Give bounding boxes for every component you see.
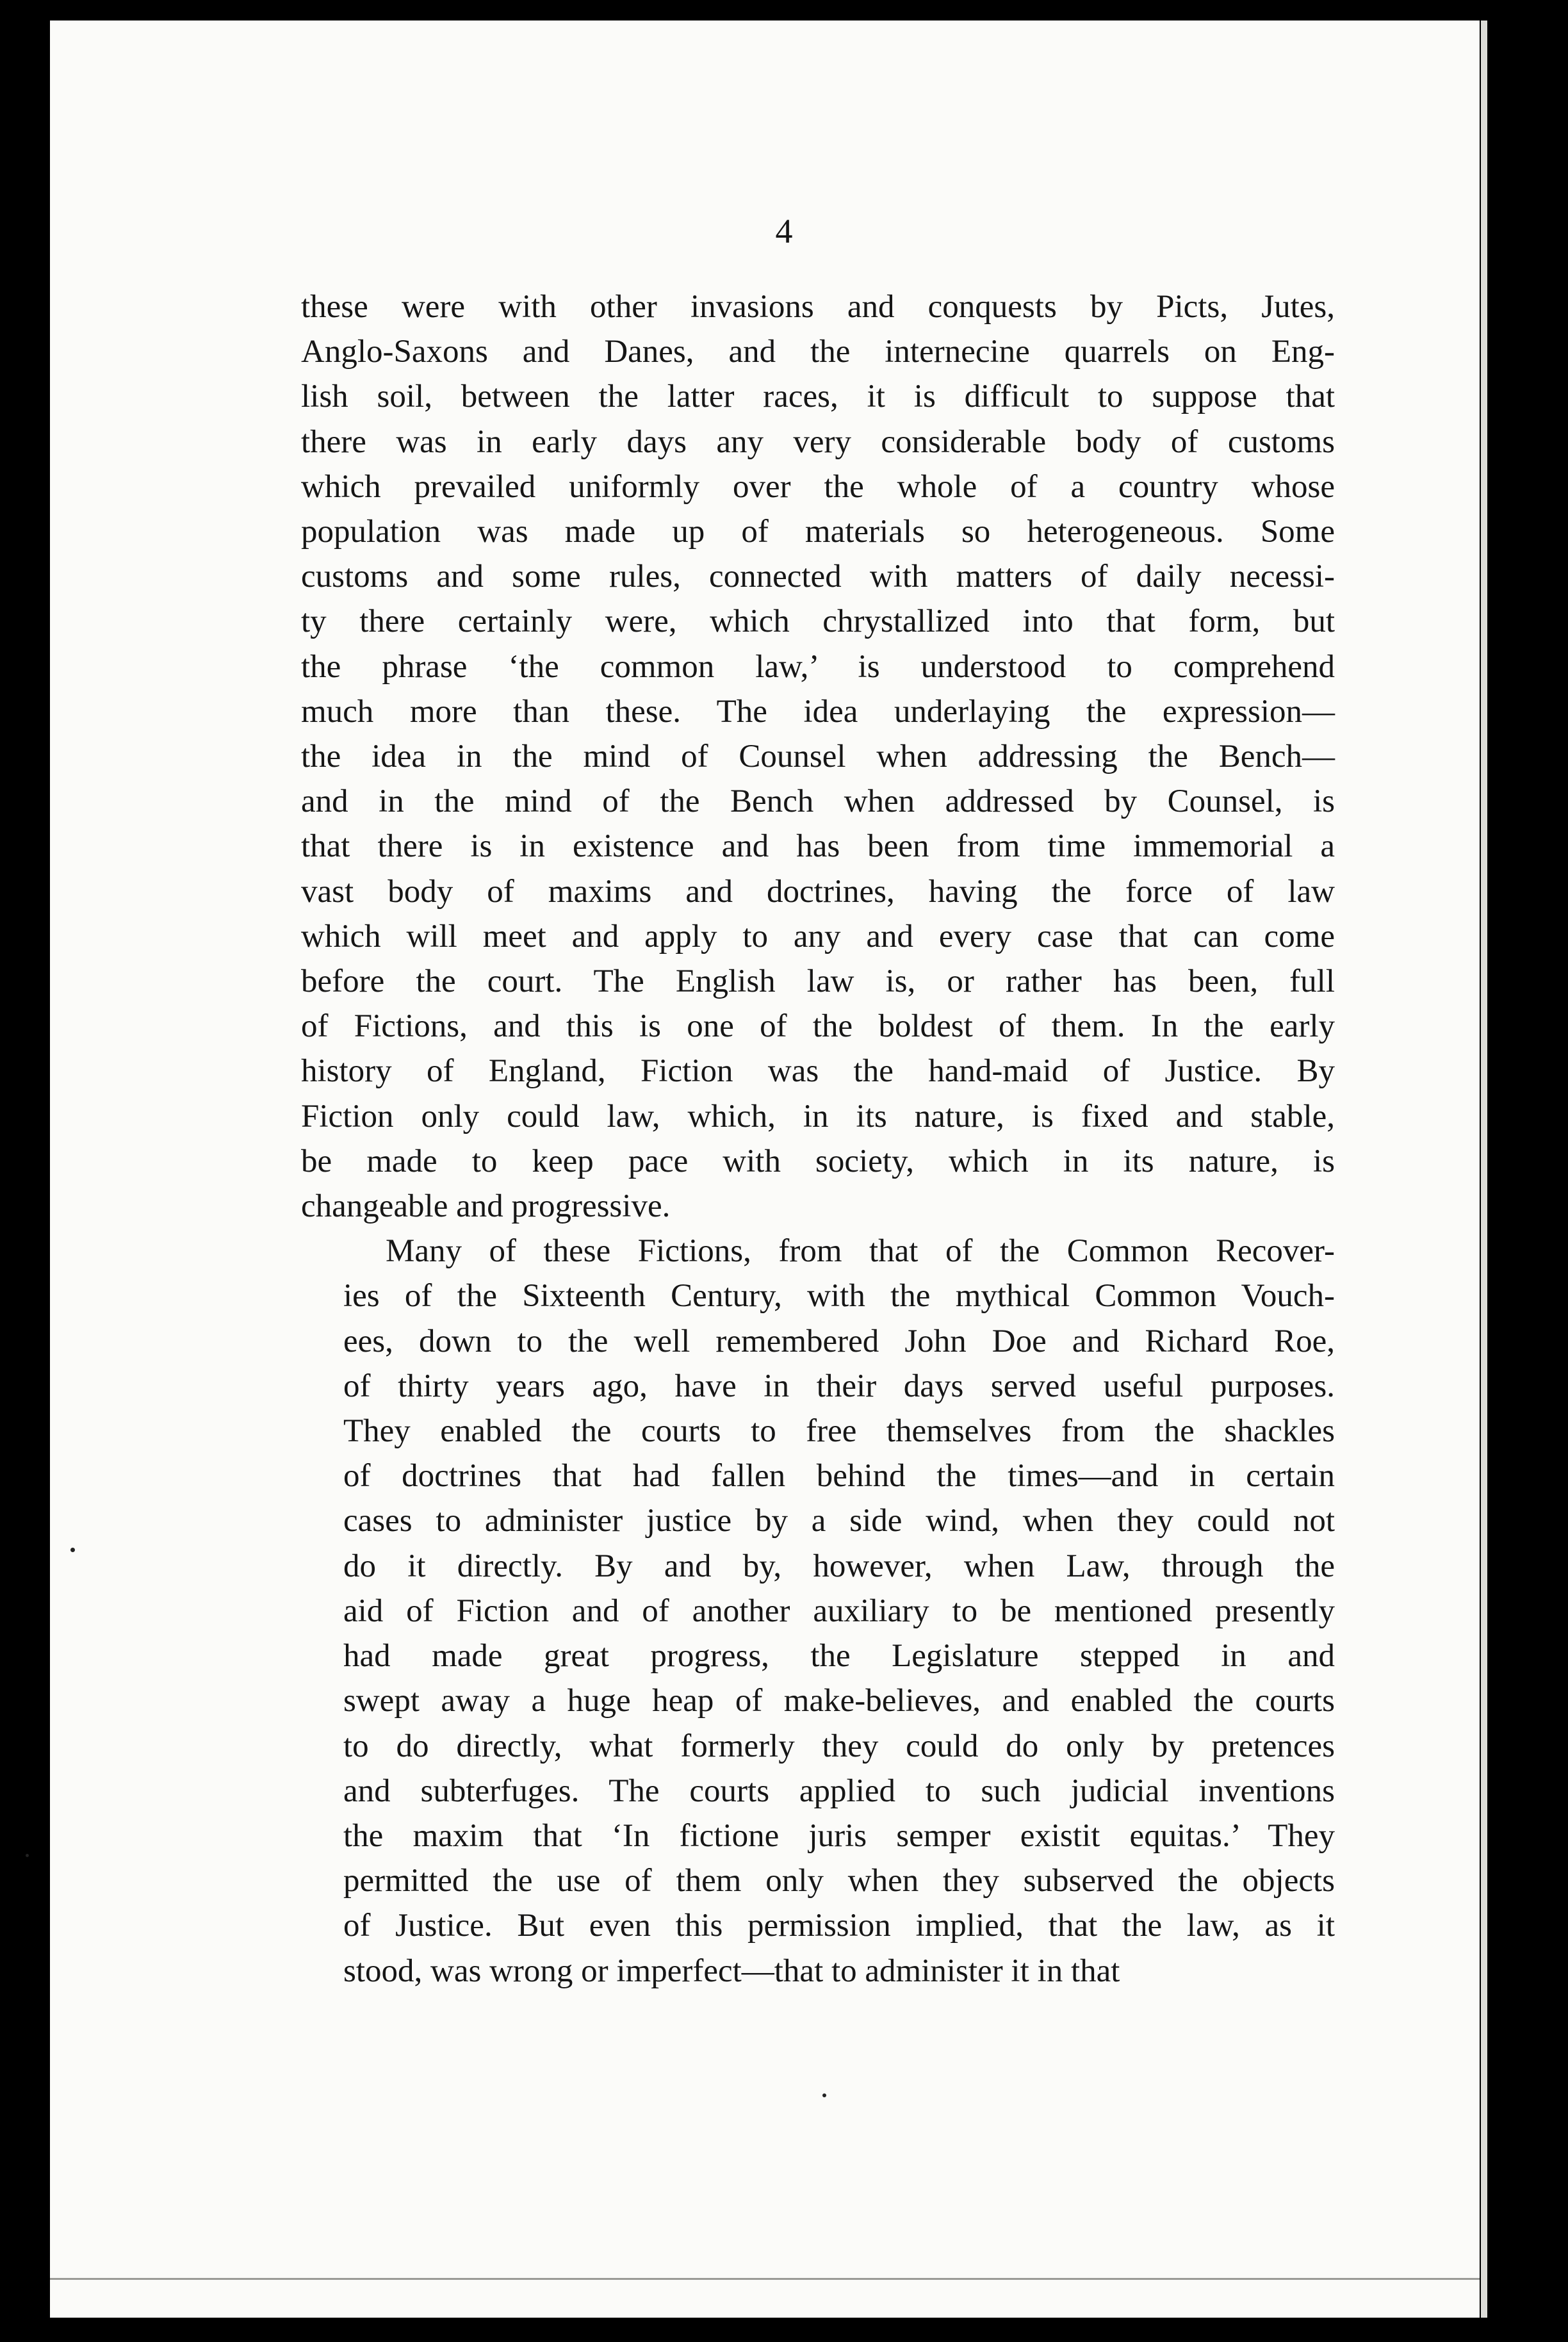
text-line: much more than these. The idea underlaying the expression— <box>301 693 1335 730</box>
text-line: of Fictions, and this is one of the boldest of them. In the early <box>301 1008 1335 1045</box>
text-line: customs and some rules, connected with matters of daily necessi- <box>301 559 1335 595</box>
text-line: do it directly. By and by, however, when Law, through the <box>343 1548 1335 1584</box>
text-line: of doctrines that had fallen behind the times—and in certain <box>343 1458 1335 1494</box>
text-line: population was made up of materials so heterogeneous. Some <box>301 514 1335 550</box>
text-line: the phrase ‘the common law,’ is understood to comprehend <box>301 648 1335 685</box>
text-line: changeable and progressive. <box>301 1188 671 1225</box>
text-line: that there is in existence and has been from time immemorial a <box>301 828 1335 865</box>
page-bottom-rule <box>50 2278 1480 2280</box>
text-line: They enabled the courts to free themselves from the shackles <box>343 1413 1335 1450</box>
text-line: be made to keep pace with society, which in its nature, is <box>301 1143 1335 1179</box>
text-line: which will meet and apply to any and every case that can come <box>301 918 1335 954</box>
text-line: these were with other invasions and conquests by Picts, Jutes, <box>301 289 1335 325</box>
text-line: ees, down to the well remembered John Doe and Richard Roe, <box>343 1323 1335 1359</box>
text-line: the idea in the mind of Counsel when addressing the Bench— <box>301 739 1335 775</box>
ink-speck <box>822 2093 826 2097</box>
text-line: and in the mind of the Bench when addressed by Counsel, is <box>301 783 1335 820</box>
text-line: vast body of maxims and doctrines, having the force of law <box>301 873 1335 910</box>
text-line: which prevailed uniformly over the whole of a country whose <box>301 468 1335 505</box>
text-line: history of England, Fiction was the hand-maid of Justice. By <box>301 1053 1335 1090</box>
text-line: Many of these Fictions, from that of the Common Recover- <box>386 1233 1335 1270</box>
text-line: of thirty years ago, have in their days served useful purposes. <box>343 1368 1335 1404</box>
text-line: cases to administer justice by a side wind, when they could not <box>343 1503 1335 1539</box>
text-line: ty there certainly were, which chrystallized into that form, but <box>301 603 1335 640</box>
text-line: to do directly, what formerly they could do only by pretences <box>343 1728 1335 1764</box>
text-line: Anglo-Saxons and Danes, and the internecine quarrels on Eng- <box>301 334 1335 370</box>
text-line: stood, was wrong or imperfect—that to administer it in that <box>343 1953 1120 1989</box>
text-line: lish soil, between the latter races, it is difficult to suppose that <box>301 379 1335 415</box>
text-line: had made great progress, the Legislature stepped in and <box>343 1638 1335 1675</box>
text-line: swept away a huge heap of make-believes, and enabled the courts <box>343 1683 1335 1719</box>
text-line: before the court. The English law is, or rather has been, full <box>301 963 1335 1000</box>
text-line: the maxim that ‘In fictione juris semper existit equitas.’ They <box>343 1817 1335 1854</box>
text-line: Fiction only could law, which, in its nature, is fixed and stable, <box>301 1098 1335 1134</box>
paragraph <box>301 1229 1335 1993</box>
text-line: aid of Fiction and of another auxiliary to be mentioned presently <box>343 1593 1335 1629</box>
ink-speck <box>26 1854 29 1857</box>
body-text <box>301 284 1335 1994</box>
page-edge-shadow <box>1481 20 1487 2318</box>
ink-speck <box>70 1548 75 1552</box>
paragraph <box>301 284 1335 1229</box>
text-line: and subterfuges. The courts applied to such judicial inventions <box>343 1773 1335 1809</box>
text-line: ies of the Sixteenth Century, with the mythical Common Vouch- <box>343 1278 1335 1314</box>
text-line: there was in early days any very considerable body of customs <box>301 423 1335 460</box>
page-number: 4 <box>775 212 793 250</box>
text-line: of Justice. But even this permission implied, that the law, as it <box>343 1908 1335 1944</box>
text-line: permitted the use of them only when they subserved the objects <box>343 1863 1335 1899</box>
